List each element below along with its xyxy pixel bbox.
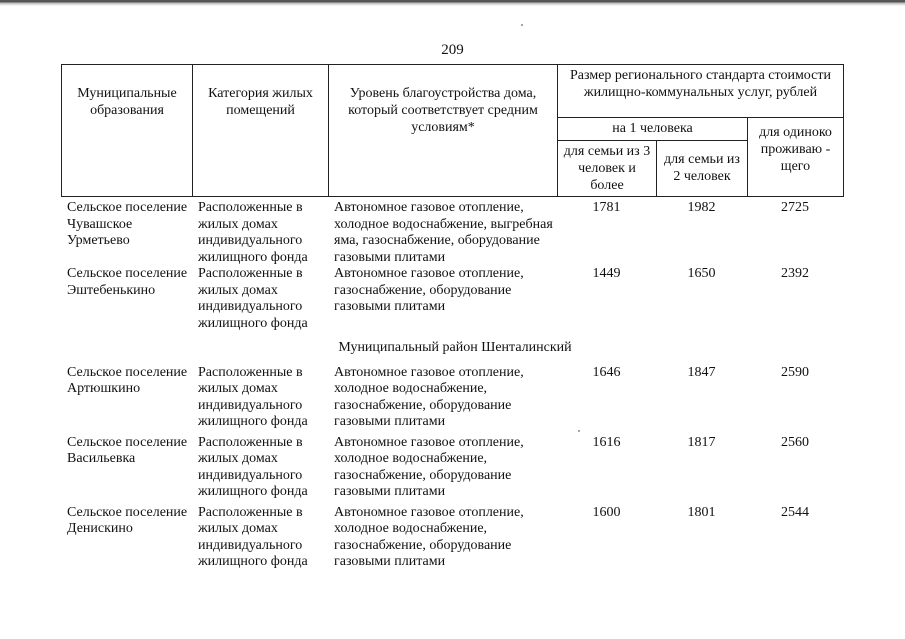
- cell-single: 2392: [781, 266, 809, 281]
- header-comfort-level: Уровень благоустройства дома, который соответствует средним условиям*: [329, 65, 558, 197]
- cell-comfort: Автономное газовое отопление, холодное водоснабжение, газоснабжение, оборудование газовыми плитами: [334, 434, 524, 499]
- cell-family-2: 1801: [687, 504, 716, 520]
- cell-municipality: Сельское поселение Васильевка: [67, 434, 188, 466]
- table-body: [61, 200, 843, 571]
- header-family-2: для семьи из 2 человек: [657, 141, 748, 197]
- cell-family-3: 1781: [592, 200, 621, 215]
- cell-municipality: Сельское поселение Эштебенькино: [67, 266, 188, 298]
- header-municipality: Муниципальные образования: [62, 65, 193, 197]
- cell-family-3: 1600: [592, 504, 621, 520]
- header-category: Категория жилых помещений: [193, 65, 329, 197]
- table-row: [61, 200, 843, 266]
- page-number: 209: [441, 42, 464, 58]
- cell-single: 2544: [781, 504, 809, 520]
- cell-family-2: 1847: [687, 364, 716, 380]
- cell-comfort: Автономное газовое отопление, холодное водоснабжение, газоснабжение, оборудование газовыми плитами: [334, 504, 524, 569]
- cell-category: Расположенные в жилых домах индивидуального жилищного фонда: [198, 434, 308, 499]
- cell-single: 2725: [781, 200, 809, 215]
- cell-municipality: Сельское поселение Артюшкино: [67, 364, 188, 396]
- cell-family-2: 1982: [687, 200, 716, 215]
- table-row: [61, 501, 843, 571]
- cell-family-2: 1650: [687, 266, 716, 281]
- header-single: для одиноко проживаю - щего: [748, 118, 844, 197]
- cell-family-3: 1449: [592, 266, 621, 281]
- table-row: [61, 431, 843, 501]
- cell-family-3: 1646: [592, 364, 621, 380]
- cell-municipality: Сельское поселение Чувашское Урметьево: [67, 200, 188, 248]
- header-per-person: на 1 человека: [558, 118, 748, 141]
- cell-category: Расположенные в жилых домах индивидуального жилищного фонда: [198, 266, 308, 331]
- cell-family-3: 1616: [592, 434, 621, 450]
- cell-category: Расположенные в жилых домах индивидуального жилищного фонда: [198, 364, 308, 429]
- cell-category: Расположенные в жилых домах индивидуального жилищного фонда: [198, 200, 308, 265]
- cell-single: 2560: [781, 434, 809, 450]
- cell-single: 2590: [781, 364, 809, 380]
- cell-comfort: Автономное газовое отопление, холодное водоснабжение, газоснабжение, оборудование газовыми плитами: [334, 364, 524, 429]
- cell-comfort: Автономное газовое отопление, газоснабжение, оборудование газовыми плитами: [334, 266, 524, 314]
- cell-comfort: Автономное газовое отопление, холодное водоснабжение, выгребная яма, газоснабжение, оборудование газовыми плитами: [334, 200, 553, 265]
- header-standard-size: Размер регионального стандарта стоимости жилищно-коммунальных услуг, рублей: [558, 65, 844, 118]
- table-header: [61, 64, 844, 197]
- cell-municipality: Сельское поселение Денискино: [67, 504, 188, 536]
- table-row: [61, 266, 843, 332]
- scan-edge: [0, 0, 905, 6]
- table-row: [61, 365, 843, 431]
- header-family-3: для семьи из 3 человек и более: [558, 141, 657, 197]
- scan-speck: [521, 24, 523, 26]
- cell-family-2: 1817: [687, 434, 716, 450]
- cell-category: Расположенные в жилых домах индивидуального жилищного фонда: [198, 504, 308, 569]
- section-row: [61, 332, 843, 365]
- section-title: Муниципальный район Шенталинский: [338, 340, 572, 355]
